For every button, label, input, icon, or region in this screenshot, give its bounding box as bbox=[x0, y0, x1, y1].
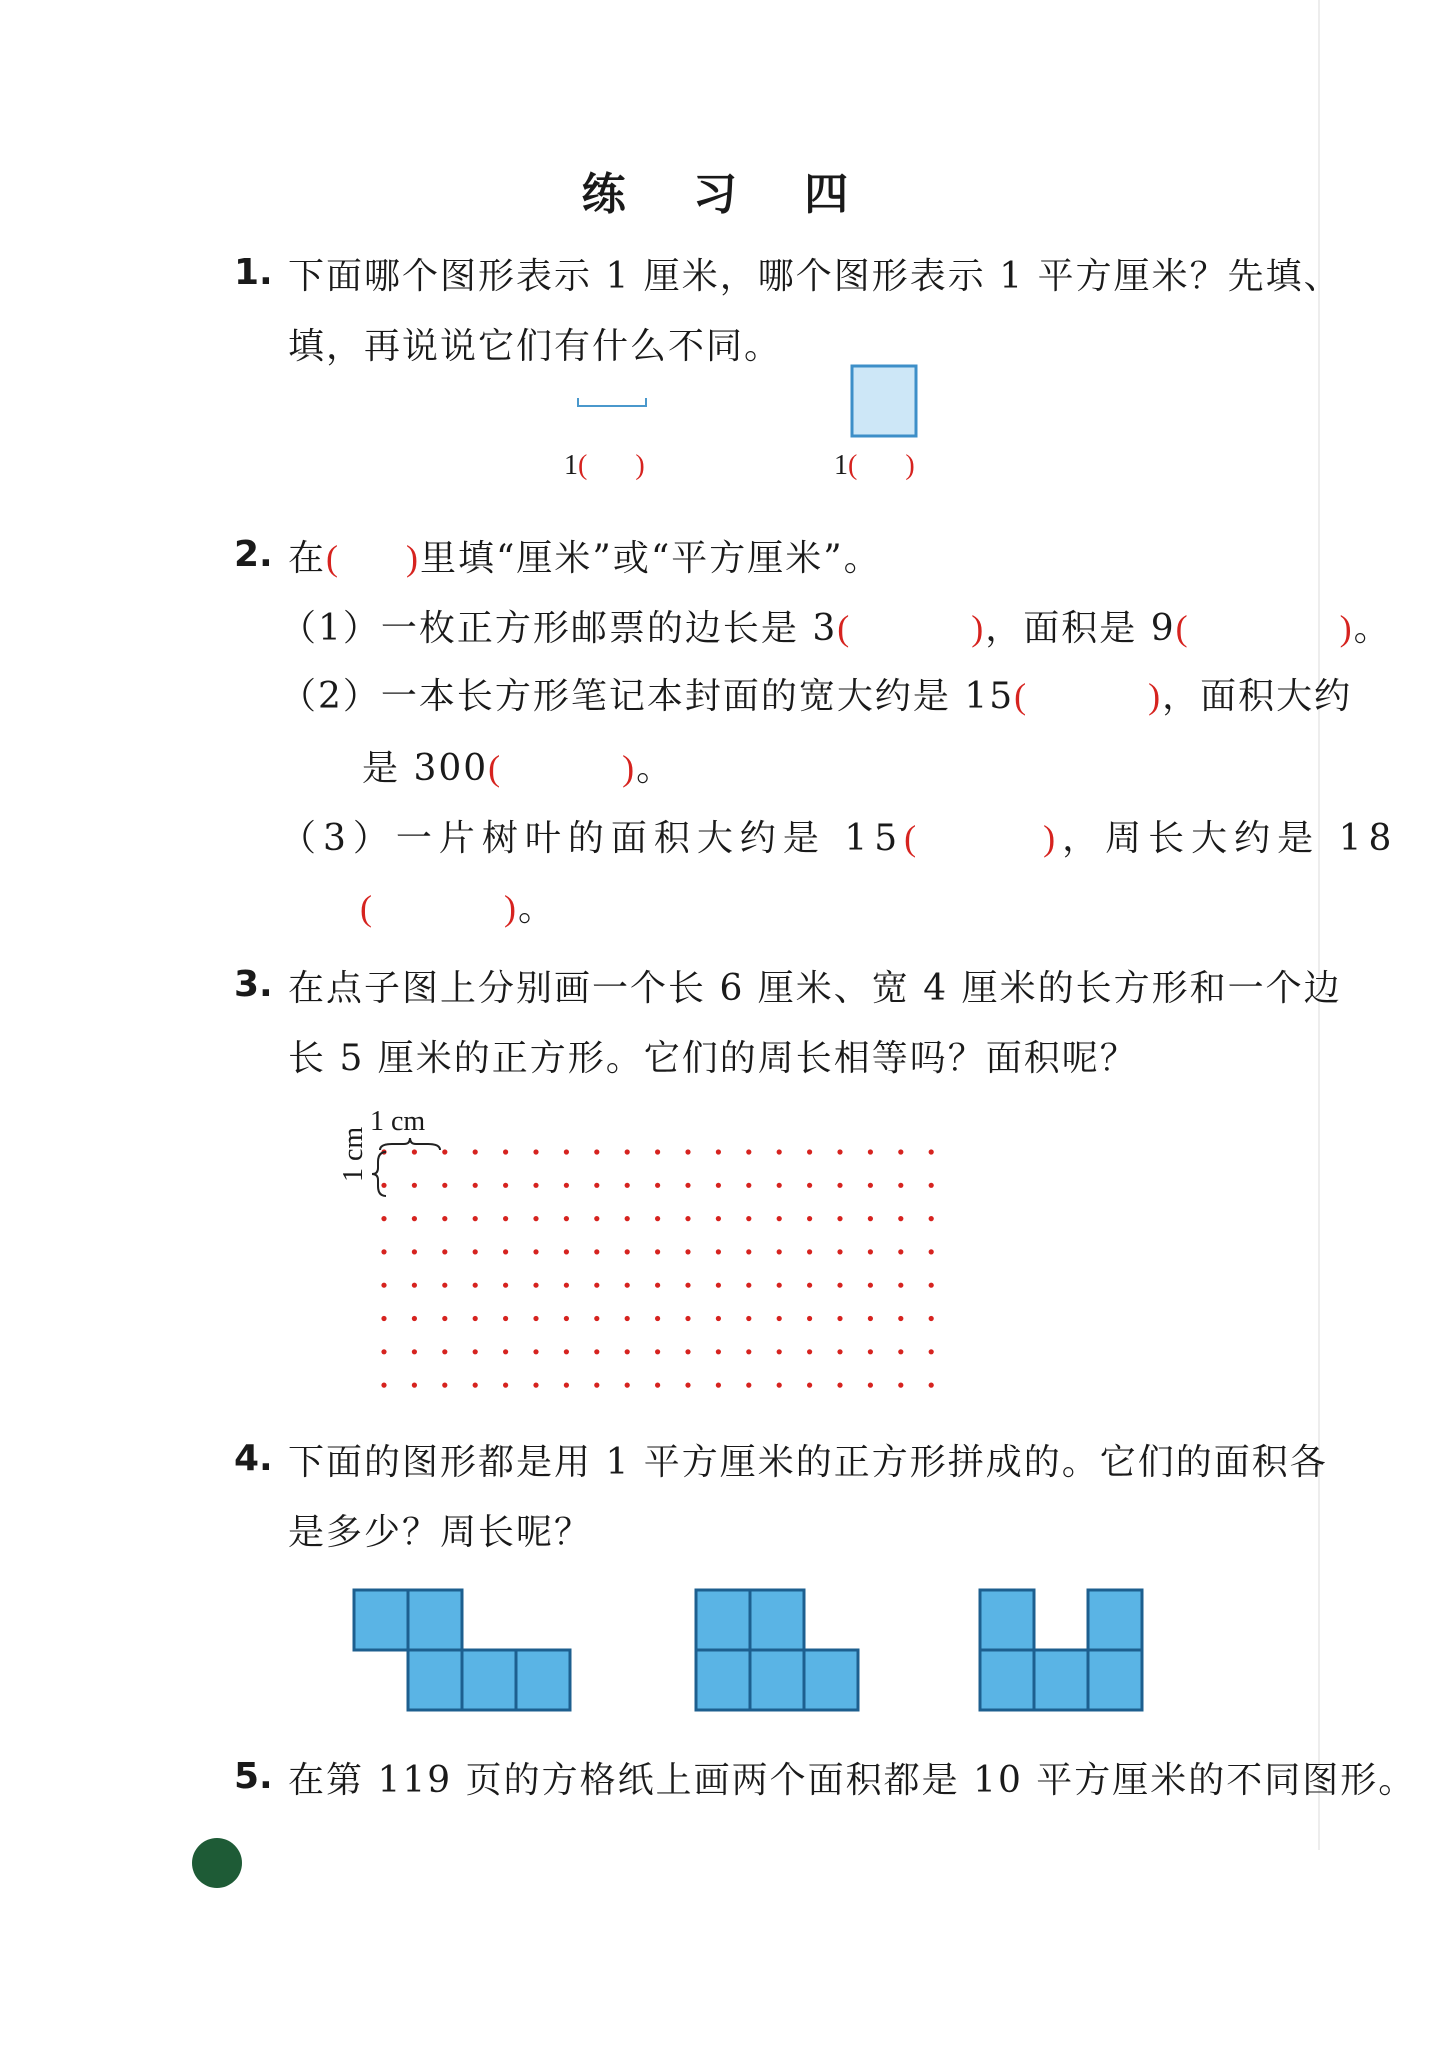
q1-number: 1. bbox=[234, 252, 273, 293]
q2-item3-text-a: 一片树叶的面积大约是 15 bbox=[395, 818, 905, 859]
grid-dot bbox=[625, 1216, 630, 1221]
grid-dot bbox=[533, 1183, 538, 1188]
grid-dot bbox=[594, 1316, 599, 1321]
paren-open: ( bbox=[1014, 676, 1029, 716]
grid-dot bbox=[594, 1149, 599, 1154]
unit-square bbox=[980, 1590, 1034, 1650]
grid-dot bbox=[868, 1283, 873, 1288]
grid-dot bbox=[807, 1283, 812, 1288]
grid-dot bbox=[503, 1249, 508, 1254]
grid-dot bbox=[746, 1283, 751, 1288]
q1-line2: 填，再说说它们有什么不同。 bbox=[288, 326, 783, 367]
grid-dot bbox=[533, 1349, 538, 1354]
q2-intro-b: 里填“厘米”或“平方厘米”。 bbox=[420, 538, 882, 579]
q2-item3-prefix: （3） bbox=[280, 818, 396, 859]
q3-number: 3. bbox=[234, 964, 273, 1005]
grid-dot bbox=[868, 1349, 873, 1354]
one-centimeter-segment bbox=[578, 398, 646, 406]
grid-dot bbox=[685, 1383, 690, 1388]
grid-dot bbox=[381, 1249, 386, 1254]
unit-square bbox=[1088, 1650, 1142, 1710]
grid-dot bbox=[868, 1316, 873, 1321]
grid-dot bbox=[837, 1183, 842, 1188]
grid-dot bbox=[685, 1183, 690, 1188]
grid-dot bbox=[503, 1316, 508, 1321]
grid-dot bbox=[473, 1183, 478, 1188]
grid-dot bbox=[929, 1316, 934, 1321]
tile-shape-3 bbox=[980, 1590, 1142, 1710]
grid-dot bbox=[777, 1349, 782, 1354]
grid-dot bbox=[381, 1316, 386, 1321]
grid-dot bbox=[442, 1383, 447, 1388]
grid-dot bbox=[564, 1283, 569, 1288]
grid-dot bbox=[381, 1349, 386, 1354]
unit-square bbox=[516, 1650, 570, 1710]
grid-dot bbox=[655, 1383, 660, 1388]
grid-dot bbox=[716, 1316, 721, 1321]
grid-dot bbox=[503, 1149, 508, 1154]
grid-dot bbox=[685, 1216, 690, 1221]
grid-dot bbox=[777, 1183, 782, 1188]
grid-dot bbox=[442, 1149, 447, 1154]
grid-dot bbox=[929, 1349, 934, 1354]
dot-grid bbox=[381, 1149, 933, 1387]
grid-dot bbox=[807, 1183, 812, 1188]
grid-dot bbox=[777, 1216, 782, 1221]
page-title: 练 习 四 bbox=[581, 169, 875, 220]
grid-dot bbox=[625, 1183, 630, 1188]
grid-dot bbox=[412, 1249, 417, 1254]
q2-item3-text-b: ，周长大约是 18 bbox=[1062, 818, 1399, 859]
grid-dot bbox=[807, 1316, 812, 1321]
paren-open: ( bbox=[904, 818, 924, 858]
unit-square bbox=[462, 1650, 516, 1710]
tile-shapes bbox=[354, 1590, 1142, 1710]
paren-open: ( bbox=[326, 538, 341, 578]
grid-dot bbox=[716, 1383, 721, 1388]
grid-dot bbox=[473, 1216, 478, 1221]
grid-dot bbox=[746, 1149, 751, 1154]
grid-dot bbox=[533, 1283, 538, 1288]
grid-dot bbox=[442, 1216, 447, 1221]
grid-dot bbox=[564, 1383, 569, 1388]
grid-dot bbox=[381, 1383, 386, 1388]
q3-line1: 在点子图上分别画一个长 6 厘米、宽 4 厘米的长方形和一个边 bbox=[288, 968, 1342, 1009]
one-square-centimeter-square bbox=[852, 366, 916, 436]
grid-dot bbox=[777, 1249, 782, 1254]
grid-dot bbox=[594, 1283, 599, 1288]
grid-dot bbox=[807, 1216, 812, 1221]
grid-dot bbox=[442, 1349, 447, 1354]
grid-dot bbox=[898, 1149, 903, 1154]
grid-dot bbox=[473, 1349, 478, 1354]
grid-dot bbox=[716, 1249, 721, 1254]
scale-label-vertical: 1 cm bbox=[338, 1126, 369, 1182]
grid-dot bbox=[929, 1183, 934, 1188]
grid-dot bbox=[533, 1249, 538, 1254]
unit-square bbox=[804, 1650, 858, 1710]
unit-square bbox=[1088, 1590, 1142, 1650]
q4-line1: 下面的图形都是用 1 平方厘米的正方形拼成的。它们的面积各 bbox=[288, 1442, 1328, 1483]
paren-close: ) bbox=[905, 450, 915, 481]
q2-item2-line2-b: 。 bbox=[636, 748, 675, 789]
grid-dot bbox=[837, 1349, 842, 1354]
grid-dot bbox=[898, 1216, 903, 1221]
grid-dot bbox=[929, 1149, 934, 1154]
q2-item2-text-a: 一本长方形笔记本封面的宽大约是 15 bbox=[380, 676, 1015, 717]
grid-dot bbox=[837, 1149, 842, 1154]
tile-shape-2 bbox=[696, 1590, 858, 1710]
grid-dot bbox=[685, 1349, 690, 1354]
unit-square bbox=[408, 1590, 462, 1650]
grid-dot bbox=[412, 1216, 417, 1221]
grid-dot bbox=[442, 1249, 447, 1254]
q2-item2-prefix: （2） bbox=[280, 676, 381, 717]
grid-dot bbox=[807, 1349, 812, 1354]
grid-dot bbox=[898, 1249, 903, 1254]
grid-dot bbox=[929, 1216, 934, 1221]
unit-square bbox=[750, 1650, 804, 1710]
grid-dot bbox=[625, 1383, 630, 1388]
grid-dot bbox=[473, 1249, 478, 1254]
grid-dot bbox=[777, 1149, 782, 1154]
grid-dot bbox=[412, 1149, 417, 1154]
grid-dot bbox=[625, 1316, 630, 1321]
grid-dot bbox=[898, 1283, 903, 1288]
grid-dot bbox=[503, 1216, 508, 1221]
scale-brace-horizontal bbox=[380, 1138, 440, 1150]
grid-dot bbox=[381, 1216, 386, 1221]
grid-dot bbox=[685, 1249, 690, 1254]
grid-dot bbox=[868, 1216, 873, 1221]
grid-dot bbox=[807, 1383, 812, 1388]
grid-dot bbox=[685, 1316, 690, 1321]
grid-dot bbox=[655, 1316, 660, 1321]
paren-open: ( bbox=[1175, 608, 1190, 648]
grid-dot bbox=[868, 1383, 873, 1388]
q4-number: 4. bbox=[234, 1438, 273, 1479]
grid-dot bbox=[868, 1249, 873, 1254]
unit-square bbox=[980, 1650, 1034, 1710]
paren-close: ) bbox=[406, 538, 421, 578]
q1-label-area-number: 1 bbox=[834, 450, 848, 481]
q1-label-length-number: 1 bbox=[564, 450, 578, 481]
unit-square bbox=[696, 1650, 750, 1710]
grid-dot bbox=[533, 1216, 538, 1221]
grid-dot bbox=[442, 1283, 447, 1288]
grid-dot bbox=[503, 1349, 508, 1354]
grid-dot bbox=[412, 1316, 417, 1321]
q5-line1: 在第 119 页的方格纸上画两个面积都是 10 平方厘米的不同图形。 bbox=[288, 1760, 1417, 1801]
grid-dot bbox=[716, 1283, 721, 1288]
grid-dot bbox=[929, 1383, 934, 1388]
grid-dot bbox=[594, 1349, 599, 1354]
grid-dot bbox=[685, 1149, 690, 1154]
grid-dot bbox=[807, 1249, 812, 1254]
q2-intro-a: 在 bbox=[288, 538, 327, 579]
grid-dot bbox=[716, 1216, 721, 1221]
q2-item2-text-b: ，面积大约 bbox=[1162, 676, 1353, 717]
grid-dot bbox=[898, 1316, 903, 1321]
paren-close: ) bbox=[622, 748, 637, 788]
grid-dot bbox=[868, 1149, 873, 1154]
grid-dot bbox=[655, 1283, 660, 1288]
grid-dot bbox=[533, 1383, 538, 1388]
grid-dot bbox=[746, 1183, 751, 1188]
grid-dot bbox=[716, 1149, 721, 1154]
grid-dot bbox=[746, 1316, 751, 1321]
grid-dot bbox=[746, 1383, 751, 1388]
grid-dot bbox=[533, 1149, 538, 1154]
grid-dot bbox=[564, 1149, 569, 1154]
grid-dot bbox=[807, 1149, 812, 1154]
grid-dot bbox=[777, 1283, 782, 1288]
grid-dot bbox=[594, 1383, 599, 1388]
grid-dot bbox=[837, 1249, 842, 1254]
grid-dot bbox=[837, 1383, 842, 1388]
paren-open: ( bbox=[578, 450, 588, 481]
grid-dot bbox=[473, 1316, 478, 1321]
paren-close: ) bbox=[504, 888, 518, 928]
grid-dot bbox=[777, 1316, 782, 1321]
grid-dot bbox=[412, 1183, 417, 1188]
grid-dot bbox=[564, 1249, 569, 1254]
grid-dot bbox=[655, 1183, 660, 1188]
unit-square bbox=[1034, 1650, 1088, 1710]
scale-brace-vertical bbox=[372, 1152, 386, 1196]
paren-close: ) bbox=[635, 450, 645, 481]
grid-dot bbox=[564, 1183, 569, 1188]
grid-dot bbox=[381, 1183, 386, 1188]
grid-dot bbox=[381, 1283, 386, 1288]
q1-line1: 下面哪个图形表示 1 厘米，哪个图形表示 1 平方厘米？先填、 bbox=[288, 256, 1342, 297]
grid-dot bbox=[625, 1349, 630, 1354]
grid-dot bbox=[594, 1183, 599, 1188]
grid-dot bbox=[625, 1249, 630, 1254]
grid-dot bbox=[746, 1216, 751, 1221]
grid-dot bbox=[716, 1183, 721, 1188]
grid-dot bbox=[837, 1316, 842, 1321]
unit-square bbox=[696, 1590, 750, 1650]
grid-dot bbox=[655, 1216, 660, 1221]
grid-dot bbox=[746, 1249, 751, 1254]
q5-number: 5. bbox=[234, 1756, 273, 1797]
unit-square bbox=[408, 1650, 462, 1710]
grid-dot bbox=[746, 1349, 751, 1354]
paren-open: ( bbox=[848, 450, 858, 481]
grid-dot bbox=[412, 1283, 417, 1288]
grid-dot bbox=[837, 1216, 842, 1221]
q2-number: 2. bbox=[234, 534, 273, 575]
grid-dot bbox=[594, 1216, 599, 1221]
grid-dot bbox=[898, 1349, 903, 1354]
unit-square bbox=[354, 1590, 408, 1650]
paren-close: ) bbox=[1148, 676, 1163, 716]
grid-dot bbox=[473, 1149, 478, 1154]
grid-dot bbox=[503, 1183, 508, 1188]
q2-item1-text-c: 。 bbox=[1353, 608, 1392, 649]
unit-square bbox=[750, 1590, 804, 1650]
paren-open: ( bbox=[488, 748, 503, 788]
grid-dot bbox=[533, 1316, 538, 1321]
grid-dot bbox=[716, 1349, 721, 1354]
grid-dot bbox=[898, 1183, 903, 1188]
q3-line2: 长 5 厘米的正方形。它们的周长相等吗？面积呢？ bbox=[288, 1038, 1138, 1079]
grid-dot bbox=[868, 1183, 873, 1188]
q2-item2-line2-a: 是 300 bbox=[362, 748, 489, 789]
grid-dot bbox=[685, 1283, 690, 1288]
grid-dot bbox=[777, 1383, 782, 1388]
grid-dot bbox=[412, 1383, 417, 1388]
q2-item1-prefix: （1） bbox=[280, 608, 381, 649]
grid-dot bbox=[655, 1249, 660, 1254]
paren-close: ) bbox=[971, 608, 986, 648]
grid-dot bbox=[473, 1283, 478, 1288]
paren-open: ( bbox=[837, 608, 852, 648]
paren-open: ( bbox=[360, 888, 374, 928]
grid-dot bbox=[929, 1249, 934, 1254]
grid-dot bbox=[503, 1383, 508, 1388]
grid-dot bbox=[412, 1349, 417, 1354]
grid-dot bbox=[837, 1283, 842, 1288]
q4-line2: 是多少？周长呢？ bbox=[288, 1512, 593, 1553]
grid-dot bbox=[655, 1349, 660, 1354]
grid-dot bbox=[442, 1183, 447, 1188]
grid-dot bbox=[594, 1249, 599, 1254]
grid-dot bbox=[655, 1149, 660, 1154]
paren-close: ) bbox=[1043, 818, 1063, 858]
tile-shape-1 bbox=[354, 1590, 570, 1710]
scale-label-horizontal: 1 cm bbox=[370, 1106, 426, 1137]
grid-dot bbox=[564, 1316, 569, 1321]
q2-item3-line2-b: 。 bbox=[518, 888, 557, 929]
grid-dot bbox=[503, 1283, 508, 1288]
grid-dot bbox=[473, 1383, 478, 1388]
q2-item1-text-a: 一枚正方形邮票的边长是 3 bbox=[380, 608, 838, 649]
grid-dot bbox=[898, 1383, 903, 1388]
q2-item1-text-b: ，面积是 9 bbox=[985, 608, 1176, 649]
grid-dot bbox=[625, 1283, 630, 1288]
grid-dot bbox=[625, 1149, 630, 1154]
grid-dot bbox=[442, 1316, 447, 1321]
grid-dot bbox=[564, 1349, 569, 1354]
paren-close: ) bbox=[1339, 608, 1354, 648]
grid-dot bbox=[564, 1216, 569, 1221]
grid-dot bbox=[929, 1283, 934, 1288]
